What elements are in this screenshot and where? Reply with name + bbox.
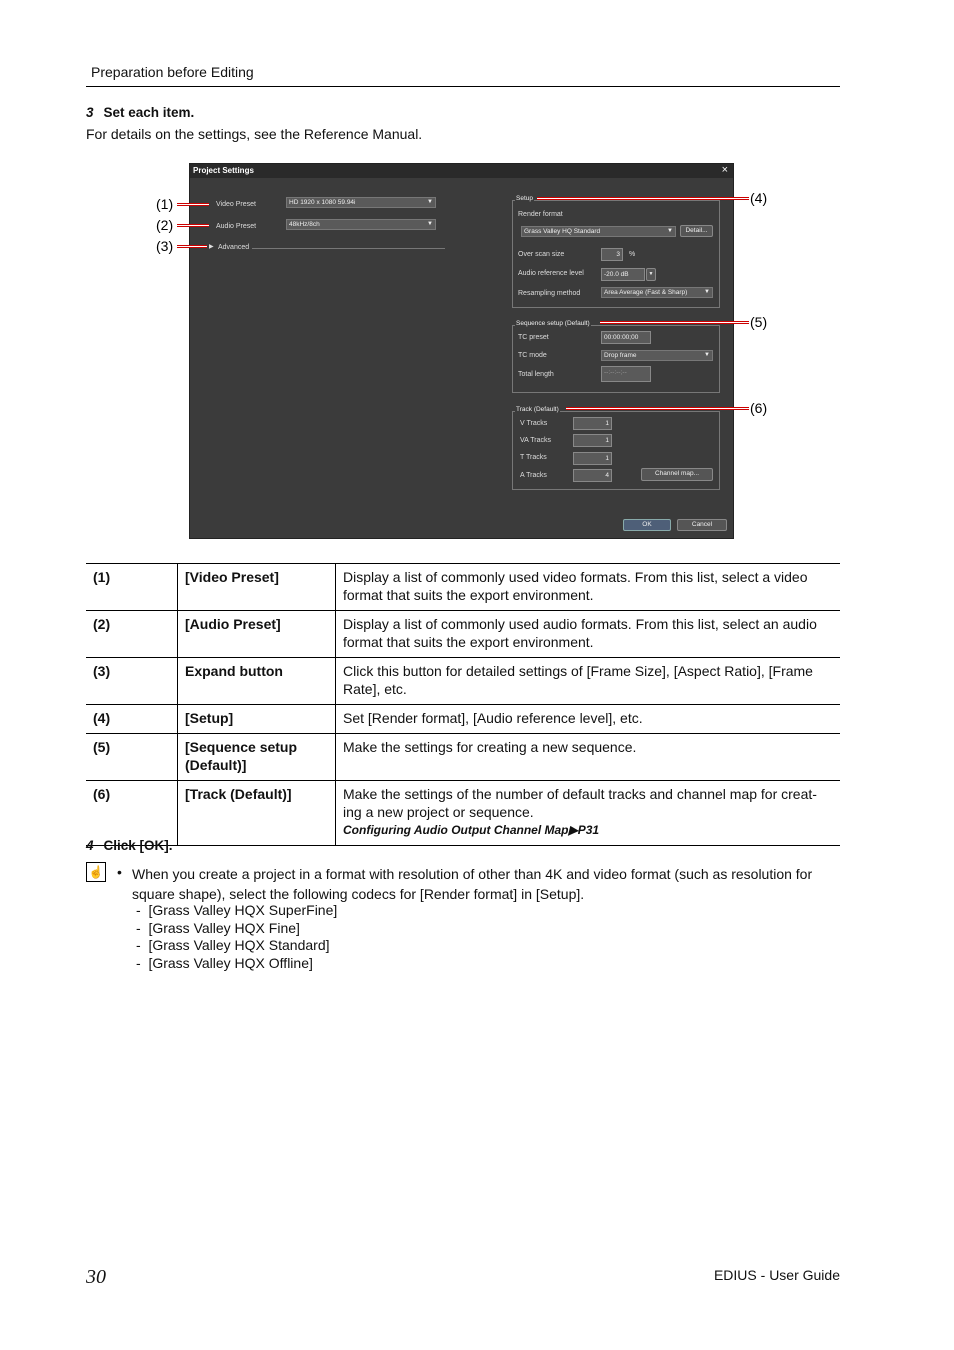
video-preset-select[interactable]	[286, 197, 436, 208]
header-rule	[86, 86, 840, 87]
v-tracks-label: V Tracks	[520, 420, 548, 427]
row-description: Make the settings of the number of default tracks and channel map for creat-ing a new project or sequence.	[343, 786, 817, 820]
xref-text: Configuring Audio Output Channel Map	[343, 823, 569, 837]
tc-preset-label: TC preset	[518, 334, 549, 341]
row-item: [Sequence setup (Default)]	[178, 734, 336, 781]
arrow-right-icon: ▶	[568, 823, 578, 837]
xref-page: P31	[577, 823, 600, 837]
callout-3-line	[177, 245, 207, 248]
table-row	[86, 781, 840, 846]
resampling-label: Resampling method	[518, 290, 581, 297]
row-item: [Audio Preset]	[178, 611, 336, 658]
callout-5: (5)	[750, 314, 768, 330]
table-row	[86, 658, 840, 705]
step-title: Set each item.	[103, 105, 195, 120]
audio-ref-label: Audio reference level	[518, 270, 584, 277]
table-row	[86, 564, 840, 611]
a-tracks-label: A Tracks	[520, 472, 547, 479]
project-settings-dialog	[189, 163, 734, 539]
row-number: (4)	[86, 705, 178, 734]
tc-mode-label: TC mode	[518, 352, 547, 359]
render-format-value: Grass Valley HQ Standard	[524, 228, 601, 235]
setup-group-title: Setup	[516, 195, 533, 202]
overscan-field[interactable]: 3	[601, 248, 623, 261]
callout-1: (1)	[156, 196, 174, 212]
row-description: Display a list of commonly used video formats. From this list, select a video format that suits the export environment.	[336, 564, 841, 611]
audio-preset-label: Audio Preset	[216, 223, 257, 230]
dropdown-arrow-icon: ▼	[427, 199, 433, 205]
close-icon[interactable]: ×	[721, 164, 728, 176]
footer-separator: -	[756, 1267, 770, 1283]
tc-preset-field[interactable]: 00:00:00;00	[601, 331, 651, 344]
callout-4: (4)	[750, 190, 768, 206]
list-item: - [Grass Valley HQX Standard]	[136, 937, 330, 953]
row-description-cell	[336, 781, 841, 846]
dialog-titlebar	[190, 164, 733, 178]
list-item: - [Grass Valley HQX Fine]	[136, 920, 300, 936]
render-format-label: Render format	[518, 211, 563, 218]
bullet-icon: •	[117, 864, 122, 880]
channel-map-button[interactable]: Channel map...	[641, 468, 713, 481]
callout-6-line	[566, 407, 749, 410]
step-3-heading	[86, 105, 194, 120]
va-tracks-field[interactable]: 1	[573, 434, 612, 447]
tc-mode-select[interactable]	[601, 350, 713, 361]
dialog-title: Project Settings	[193, 166, 254, 175]
table-row	[86, 734, 840, 781]
codec-name: [Grass Valley HQX SuperFine]	[148, 902, 338, 918]
audio-preset-value: 48kHz/8ch	[289, 221, 320, 228]
step-3-detail: For details on the settings, see the Reference Manual.	[86, 126, 423, 142]
callout-5-line	[600, 321, 749, 324]
row-number: (3)	[86, 658, 178, 705]
codec-name: [Grass Valley HQX Fine]	[148, 920, 300, 936]
dropdown-arrow-icon: ▼	[704, 352, 710, 358]
overscan-label: Over scan size	[518, 251, 565, 258]
audio-preset-select[interactable]	[286, 219, 436, 230]
dropdown-arrow-icon: ▼	[427, 221, 433, 227]
video-preset-label: Video Preset	[216, 201, 256, 208]
guide-name: User Guide	[769, 1267, 840, 1283]
page-number: 30	[86, 1266, 106, 1288]
row-item: [Track (Default)]	[178, 781, 336, 846]
total-length-label: Total length	[518, 371, 554, 378]
overscan-unit: %	[629, 251, 636, 258]
list-item: - [Grass Valley HQX Offline]	[136, 955, 313, 971]
resampling-select[interactable]	[601, 287, 713, 298]
step-number: 4	[86, 838, 94, 853]
running-header: Preparation before Editing	[91, 64, 254, 80]
row-description: Set [Render format], [Audio reference level], etc.	[336, 705, 841, 734]
ok-button[interactable]: OK	[623, 519, 671, 531]
list-item: - [Grass Valley HQX SuperFine]	[136, 902, 338, 918]
note-text: When you create a project in a format with resolution of other than 4K and video format (such as resolution for square shape), select the following codecs for [Render format] in [Setup].	[132, 866, 813, 902]
step-4-heading	[86, 838, 173, 853]
table-row	[86, 705, 840, 734]
row-description: Display a list of commonly used audio formats. From this list, select an audio format that suits the export environment.	[336, 611, 841, 658]
expand-arrow-icon[interactable]: ▶	[209, 244, 214, 250]
audio-ref-dropdown-icon[interactable]: ▼	[646, 268, 656, 281]
note-hand-icon: ☝	[86, 862, 106, 882]
cross-reference-link[interactable]	[343, 821, 833, 839]
va-tracks-label: VA Tracks	[520, 437, 551, 444]
track-group-title: Track (Default)	[516, 406, 559, 413]
render-format-select[interactable]	[521, 226, 676, 237]
row-number: (5)	[86, 734, 178, 781]
codec-name: [Grass Valley HQX Standard]	[148, 937, 330, 953]
callout-6: (6)	[750, 400, 768, 416]
a-tracks-field[interactable]: 4	[573, 469, 612, 482]
callout-3: (3)	[156, 238, 174, 254]
callout-2-line	[177, 224, 209, 227]
video-preset-value: HD 1920 x 1080 59.94i	[289, 199, 356, 206]
detail-button[interactable]: Detail...	[680, 225, 713, 237]
advanced-label: Advanced	[218, 244, 250, 251]
table-row	[86, 611, 840, 658]
advanced-divider	[252, 248, 445, 249]
footer-title	[714, 1267, 840, 1283]
row-description: Make the settings for creating a new sequence.	[336, 734, 841, 781]
product-name: EDIUS	[713, 1267, 757, 1283]
callout-4-line	[537, 197, 749, 200]
total-length-field: --:--:--;--	[601, 366, 651, 382]
row-number: (6)	[86, 781, 178, 846]
step-number: 3	[86, 105, 94, 120]
cancel-button[interactable]: Cancel	[677, 519, 727, 531]
row-description: Click this button for detailed settings of [Frame Size], [Aspect Ratio], [Frame Rate], etc.	[336, 658, 841, 705]
reference-table	[86, 563, 840, 846]
tc-mode-value: Drop frame	[604, 352, 637, 359]
dropdown-arrow-icon: ▼	[704, 289, 710, 295]
callout-1-line	[177, 203, 209, 206]
codec-name: [Grass Valley HQX Offline]	[148, 955, 313, 971]
dropdown-arrow-icon: ▼	[667, 228, 673, 234]
row-item: [Video Preset]	[178, 564, 336, 611]
resampling-value: Area Average (Fast & Sharp)	[604, 289, 688, 296]
v-tracks-field[interactable]: 1	[573, 417, 612, 430]
step-title: Click [OK].	[103, 838, 173, 853]
audio-ref-field[interactable]: -20.0 dB	[601, 268, 645, 281]
t-tracks-field[interactable]: 1	[573, 452, 612, 465]
row-item: [Setup]	[178, 705, 336, 734]
sequence-group-title: Sequence setup (Default)	[516, 320, 590, 327]
row-number: (2)	[86, 611, 178, 658]
row-number: (1)	[86, 564, 178, 611]
row-item: Expand button	[178, 658, 336, 705]
callout-2: (2)	[156, 217, 174, 233]
t-tracks-label: T Tracks	[520, 454, 547, 461]
